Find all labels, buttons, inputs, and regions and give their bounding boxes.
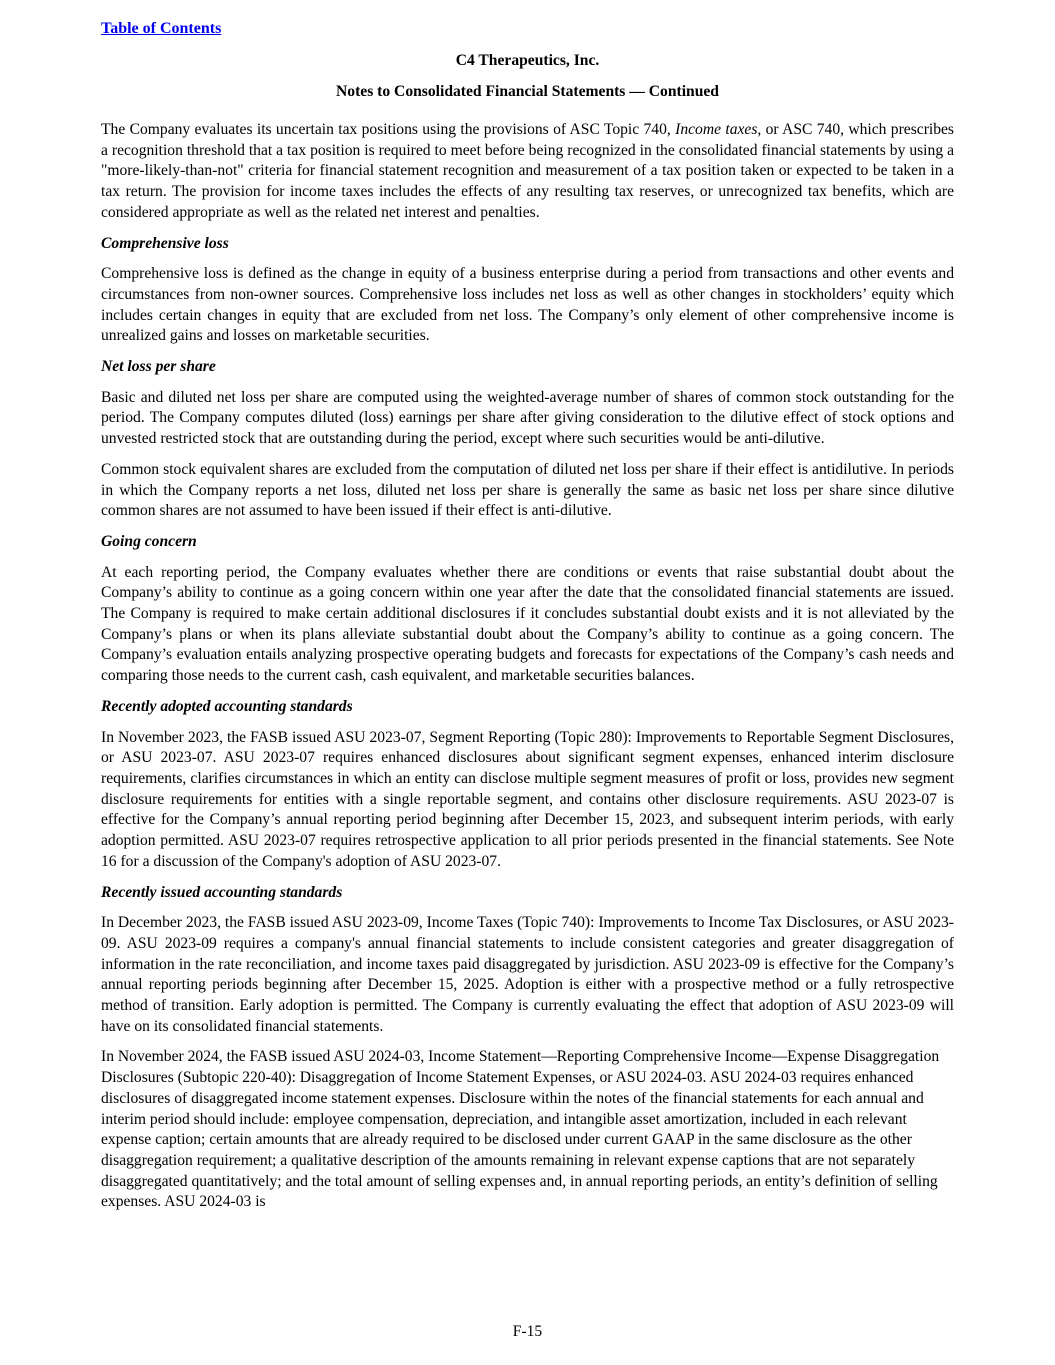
page-title: Notes to Consolidated Financial Statements — Continued bbox=[336, 83, 719, 100]
table-of-contents-link[interactable]: Table of Contents bbox=[101, 20, 222, 37]
paragraph: In November 2024, the FASB issued ASU 2024-03, Income Statement—Reporting Comprehensive Income—Expense Disaggregation Disclosures (Subtopic 220-40): Disaggregation of Income Statement Expenses, or ASU 2024-03. ASU 2024-03 requires enhanced disclosures of disaggregated income statement expenses. Disclosure within the notes of the financial statements for each annual and interim period should include: employee compensation, depreciation, and intangible asset amortization, included in each relevant expense caption; certain amounts that are already required to be disclosed under current GAAP in the same disclosure as the other disaggregation requirement; a qualitative description of the amounts remaining in relevant expense captions that are not separately disaggregated quantitatively; and the total amount of selling expenses and, in annual reporting periods, an entity’s definition of selling expenses. ASU 2024-03 is bbox=[101, 1048, 940, 1211]
paragraph: At each reporting period, the Company evaluates whether there are conditions or events that raise substantial doubt about the Company’s ability to continue as a going concern within one year after the date that the consolidated financial statements are issued. The Company is required to make certain additional disclosures if it concludes substantial doubt exists and it is not alleviated by the Company’s plans or when its plans alleviate substantial doubt about the Company’s ability to continue as a going concern. The Company’s evaluation entails analyzing prospective operating budgets and forecasts for expectations of the Company’s cash needs and comparing those needs to the current cash, cash equivalent, and marketable securities balances. bbox=[101, 563, 954, 685]
paragraph: In December 2023, the FASB issued ASU 2023-09, Income Taxes (Topic 740): Improvements to Income Tax Disclosures, or ASU 2023-09. ASU 2023-09 requires a company's annual financial statements to include consistent categories and greater disaggregation of information in the rate reconciliation, and income taxes paid disaggregated by jurisdiction. ASU 2023-09 is effective for the Company’s annual reporting periods beginning after December 15, 2025. Adoption is either with a prospective method or a fully retrospective method of transition. Early adoption is permitted. The Company is currently evaluating the effect that adoption of ASU 2023-09 will have on its consolidated financial statements. bbox=[101, 914, 954, 1035]
intro-text-before: The Company evaluates its uncertain tax positions using the provisions of ASC Topic 740, bbox=[101, 121, 676, 138]
page-number: F-15 bbox=[512, 1323, 543, 1340]
paragraph: Comprehensive loss is defined as the change in equity of a business enterprise during a period from transactions and other events and circumstances from non-owner sources. Comprehensive loss includes net loss as well as other changes in stockholders’ equity which includes certain changes in equity that are excluded from net loss. The Company’s only element of other comprehensive income is unrealized gains and losses on marketable securities. bbox=[101, 265, 954, 345]
intro-text-after: , or ASC 740, which prescribes a recognition threshold that a tax position is required to meet before being recognized in the consolidated financial statements by using a "more-likely-than-not" criteria for financial statement recognition and measurement of a tax position taken or expected to be taken in a tax return. The provision for income taxes includes the effects of any resulting tax reserves, or unrecognized tax benefits, which are considered appropriate as well as the related net interest and penalties. bbox=[101, 121, 954, 221]
company-name: C4 Therapeutics, Inc. bbox=[455, 52, 600, 69]
paragraph: In November 2023, the FASB issued ASU 2023-07, Segment Reporting (Topic 280): Improvements to Reportable Segment Disclosures, or ASU 2023-07. ASU 2023-07 requires enhanced disclosures about significant segment expenses, enhanced interim disclosure requirements, clarifies circumstances in which an entity can disclose multiple segment measures of profit or loss, provides new segment disclosure requirements for entities with a single reportable segment, and contains other disclosure requirements. ASU 2023-07 is effective for the Company’s annual reporting period beginning after December 15, 2023, and subsequent interim periods, with early adoption permitted. ASU 2023-07 requires retrospective application to all prior periods presented in the financial statements. See Note 16 for a discussion of the Company's adoption of ASU 2023-07. bbox=[101, 728, 954, 870]
section-heading-recently-issued: Recently issued accounting standards bbox=[101, 883, 343, 901]
section-heading-comprehensive-loss: Comprehensive loss bbox=[101, 234, 229, 252]
document-body bbox=[101, 120, 954, 1223]
intro-text-italic: Income taxes bbox=[675, 121, 758, 138]
section-heading-recently-adopted: Recently adopted accounting standards bbox=[101, 697, 353, 715]
intro-paragraph bbox=[101, 120, 954, 224]
paragraph: Basic and diluted net loss per share are computed using the weighted-average number of shares of common stock outstanding for the period. The Company computes diluted (loss) earnings per share after giving consideration to the dilutive effect of stock options and unvested restricted stock that are outstanding during the period, except where such securities would be anti-dilutive. bbox=[101, 388, 954, 448]
section-heading-going-concern: Going concern bbox=[101, 532, 197, 550]
section-heading-net-loss-per-share: Net loss per share bbox=[101, 358, 216, 376]
paragraph: Common stock equivalent shares are excluded from the computation of diluted net loss per share if their effect is antidilutive. In periods in which the Company reports a net loss, diluted net loss per share is generally the same as basic net loss per share since dilutive common shares are not assumed to have been issued if their effect is anti-dilutive. bbox=[101, 460, 954, 520]
